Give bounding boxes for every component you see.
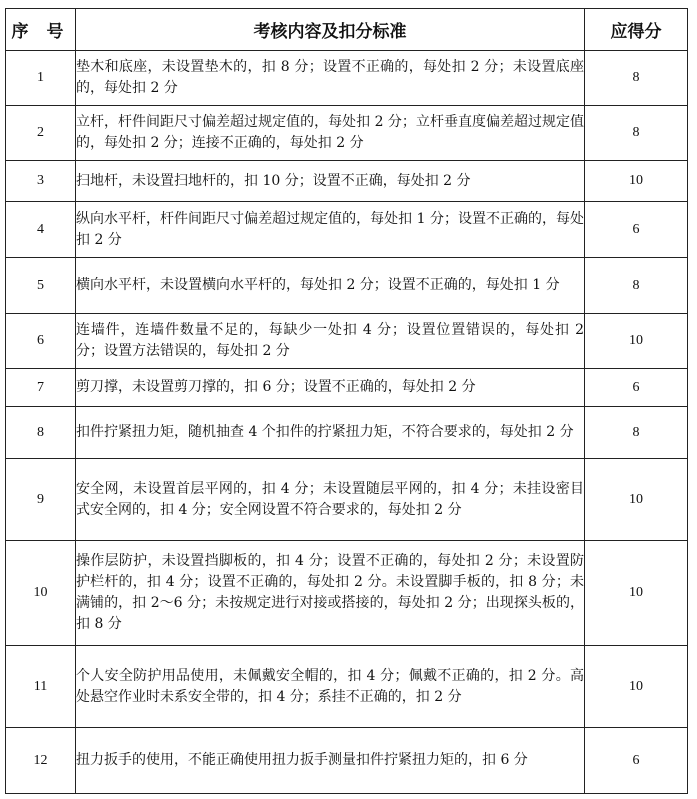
row-content: 扣件拧紧扭力矩，随机抽查 4 个扣件的拧紧扭力矩，不符合要求的，每处扣 2 分 <box>76 407 585 459</box>
row-score: 10 <box>585 541 688 646</box>
row-content: 垫木和底座，未设置垫木的，扣 8 分；设置不正确的，每处扣 2 分；未设置底座的，每处扣 2 分 <box>76 51 585 106</box>
row-no: 3 <box>6 161 76 202</box>
row-score: 6 <box>585 728 688 794</box>
row-content: 操作层防护，未设置挡脚板的，扣 4 分；设置不正确的，每处扣 2 分；未设置防护栏杆的，扣 4 分；设置不正确的，每处扣 2 分。未设置脚手板的，扣 8 分；未满铺的，扣 2～6 分；未按规定进行对接或搭接的，每处扣 2 分；出现探头板的，扣 8 分 <box>76 541 585 646</box>
table-row <box>6 541 688 646</box>
table-row <box>6 202 688 258</box>
row-score: 10 <box>585 161 688 202</box>
row-no: 9 <box>6 459 76 541</box>
table-row <box>6 459 688 541</box>
row-no: 12 <box>6 728 76 794</box>
row-content: 横向水平杆，未设置横向水平杆的，每处扣 2 分；设置不正确的，每处扣 1 分 <box>76 258 585 314</box>
table-row <box>6 258 688 314</box>
header-row <box>6 9 688 51</box>
row-score: 10 <box>585 646 688 728</box>
row-no: 2 <box>6 106 76 161</box>
table-row <box>6 51 688 106</box>
row-score: 8 <box>585 51 688 106</box>
table-row <box>6 106 688 161</box>
table-row <box>6 161 688 202</box>
table-row <box>6 369 688 407</box>
table-row <box>6 314 688 369</box>
header-score: 应得分 <box>585 9 688 51</box>
row-score: 8 <box>585 106 688 161</box>
row-content: 个人安全防护用品使用，未佩戴安全帽的，扣 4 分；佩戴不正确的，扣 2 分。高处悬空作业时未系安全带的，扣 4 分；系挂不正确的，扣 2 分 <box>76 646 585 728</box>
scoring-table <box>5 8 688 794</box>
row-score: 10 <box>585 314 688 369</box>
row-no: 10 <box>6 541 76 646</box>
row-content: 扫地杆，未设置扫地杆的，扣 10 分；设置不正确，每处扣 2 分 <box>76 161 585 202</box>
row-content: 立杆，杆件间距尺寸偏差超过规定值的，每处扣 2 分；立杆垂直度偏差超过规定值的，每处扣 2 分；连接不正确的，每处扣 2 分 <box>76 106 585 161</box>
row-content: 扭力扳手的使用，不能正确使用扭力扳手测量扣件拧紧扭力矩的，扣 6 分 <box>76 728 585 794</box>
row-content: 连墙件，连墙件数量不足的，每缺少一处扣 4 分；设置位置错误的，每处扣 2 分；设置方法错误的，每处扣 2 分 <box>76 314 585 369</box>
row-no: 11 <box>6 646 76 728</box>
row-content: 安全网，未设置首层平网的，扣 4 分；未设置随层平网的，扣 4 分；未挂设密目式安全网的，扣 4 分；安全网设置不符合要求的，每处扣 2 分 <box>76 459 585 541</box>
row-score: 6 <box>585 369 688 407</box>
row-no: 7 <box>6 369 76 407</box>
row-no: 4 <box>6 202 76 258</box>
row-no: 8 <box>6 407 76 459</box>
row-content: 纵向水平杆，杆件间距尺寸偏差超过规定值的，每处扣 1 分；设置不正确的，每处扣 2 分 <box>76 202 585 258</box>
table-row <box>6 407 688 459</box>
row-content: 剪刀撑，未设置剪刀撑的，扣 6 分；设置不正确的，每处扣 2 分 <box>76 369 585 407</box>
row-no: 5 <box>6 258 76 314</box>
row-no: 6 <box>6 314 76 369</box>
row-score: 6 <box>585 202 688 258</box>
row-score: 8 <box>585 407 688 459</box>
header-no: 序 号 <box>6 9 76 51</box>
row-no: 1 <box>6 51 76 106</box>
row-score: 8 <box>585 258 688 314</box>
header-content: 考核内容及扣分标准 <box>76 9 585 51</box>
table-row <box>6 728 688 794</box>
row-score: 10 <box>585 459 688 541</box>
table-row <box>6 646 688 728</box>
